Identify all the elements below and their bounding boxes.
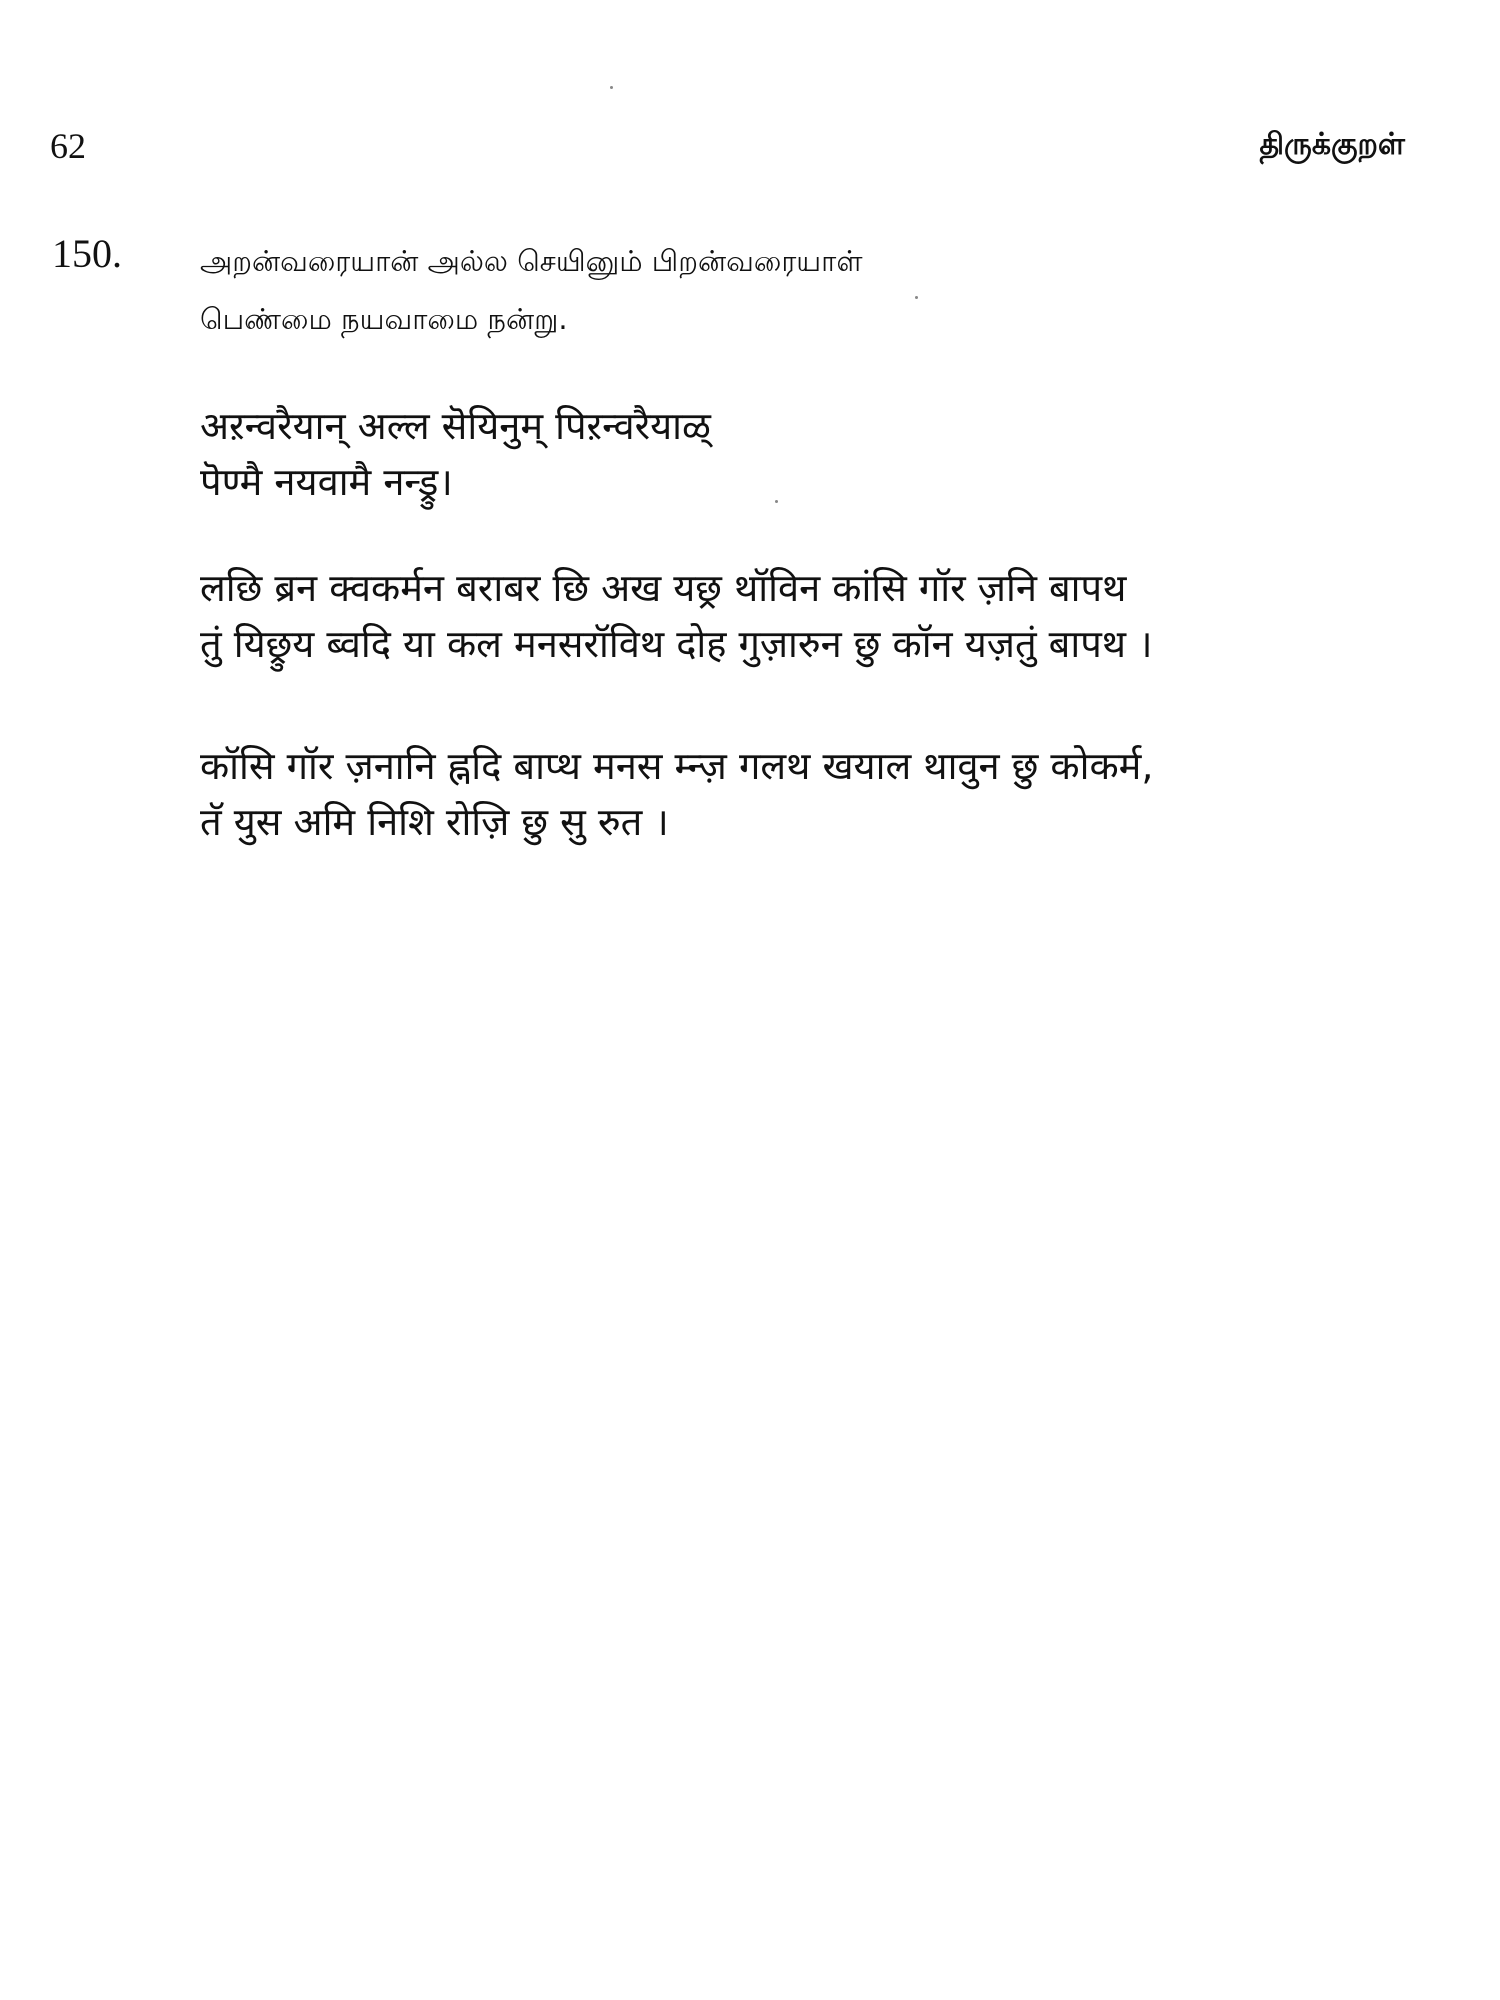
scan-speck xyxy=(775,500,778,503)
kashmiri-2-line-2: तॅ युस अमि निशि रोज़ि छु सु रुत । xyxy=(200,800,669,844)
transliteration-line-1: अऱन्वरैयान् अल्ल सॆयिनुम् पिऱन्वरैयाळ् xyxy=(200,404,711,448)
scan-speck xyxy=(915,296,918,299)
kashmiri-translation-2 xyxy=(200,738,1380,850)
transliteration-line-2: पॆण्मै नयवामै नन्ड्रु। xyxy=(200,460,453,504)
scan-speck xyxy=(610,86,613,89)
kashmiri-translation-1 xyxy=(200,560,1380,672)
page-number: 62 xyxy=(50,126,86,166)
verse-number: 150. xyxy=(52,231,122,276)
kashmiri-2-line-1: कॉसि गॉर ज़नानि ह्नदि बाप्थ मनस म्न्ज़ गलथ खयाल थावुन छु कोकर्म, xyxy=(200,744,1154,788)
tamil-line-1: அறன்வரையான் அல்ல செயினும் பிறன்வரையாள் xyxy=(200,244,863,278)
tamil-line-2: பெண்மை நயவாமை நன்று. xyxy=(200,302,568,336)
running-title: திருக்குறள் xyxy=(1259,127,1405,162)
kashmiri-1-line-2: तुं यिछ्रुय ब्वदि या कल मनसरॉविथ दोह गुज़ारुन छु कॉन यज़तुं बापथ । xyxy=(200,622,1153,666)
kashmiri-1-line-1: लछि ब्रन क्वकर्मन बराबर छि अख यछ्र थॉविन कांसि गॉर ज़नि बापथ xyxy=(200,566,1127,610)
tamil-verse xyxy=(200,232,1380,348)
devanagari-transliteration xyxy=(200,398,1380,510)
